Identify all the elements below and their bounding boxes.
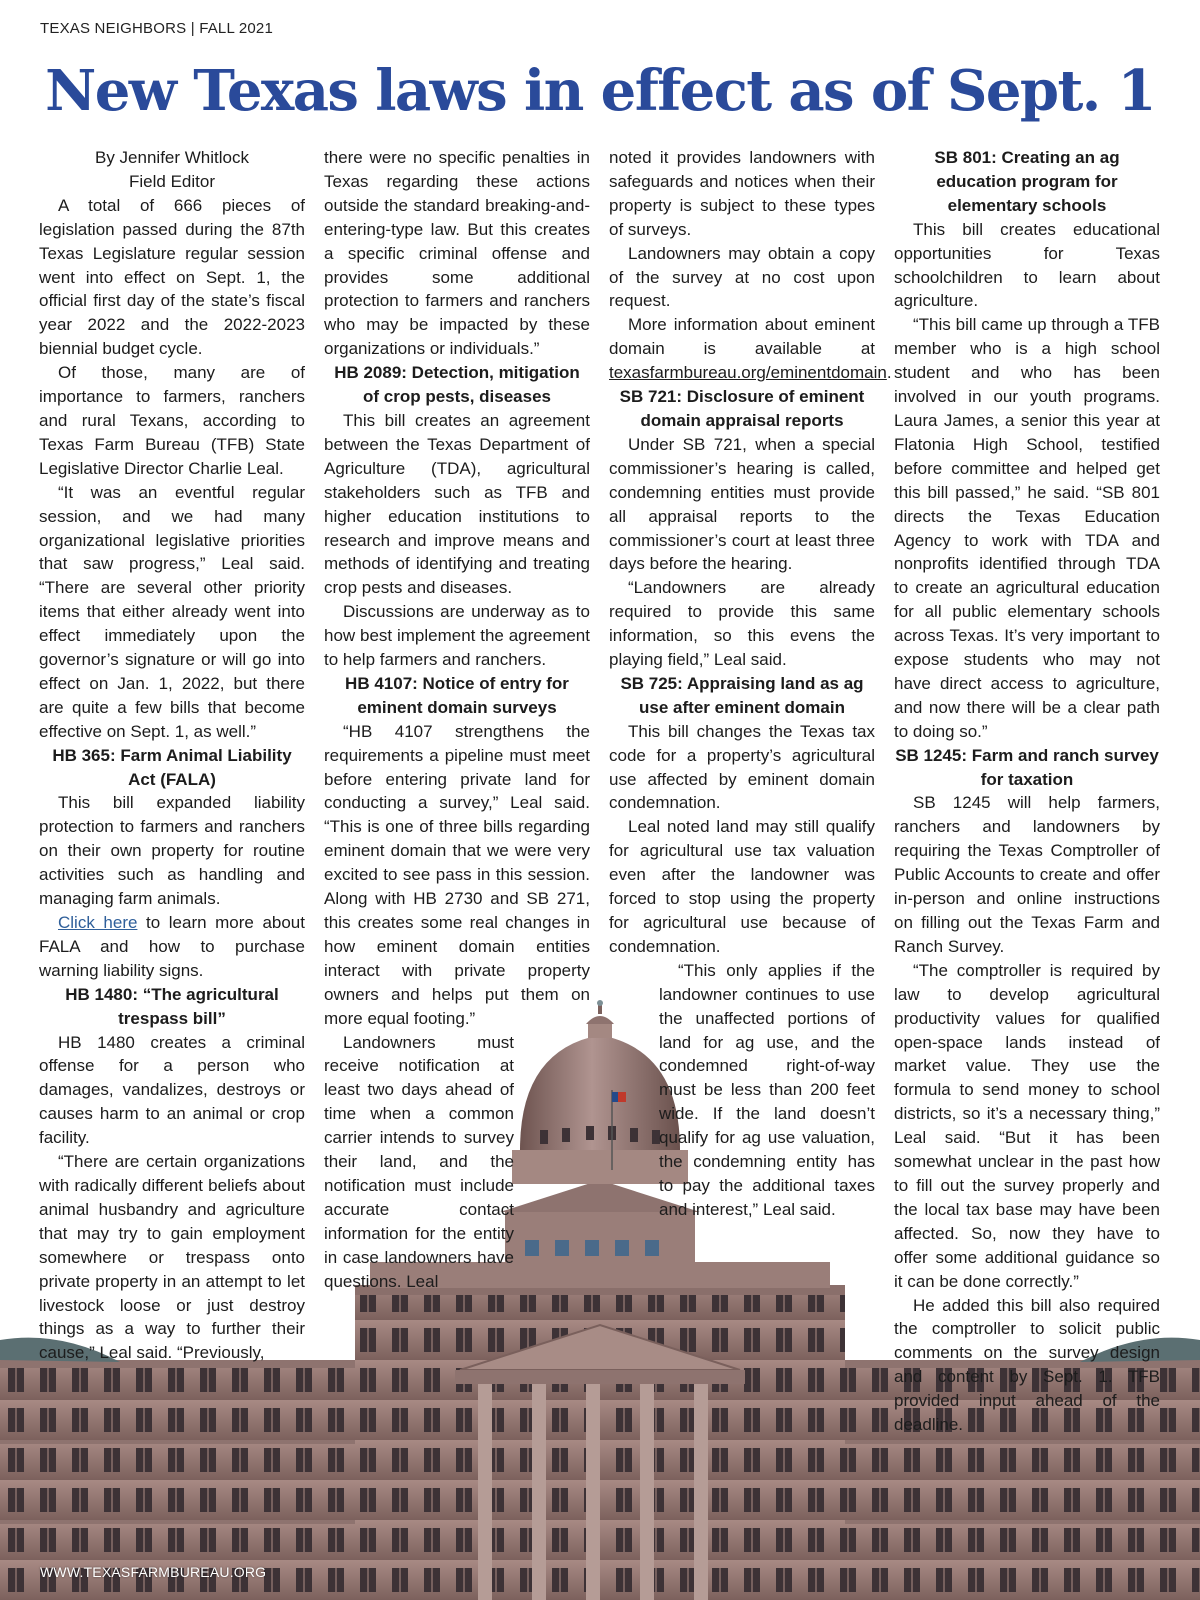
fala-link[interactable]: Click here <box>58 913 138 932</box>
article-column-3 <box>609 146 892 1222</box>
article-paragraph: This bill creates educational opportunities for Texas schoolchildren to learn about agriculture. <box>894 219 1160 311</box>
article-paragraph: This bill changes the Texas tax code for a property’s agricultural use affected by eminent domain condemnation. <box>609 721 875 813</box>
fala-link-text: to learn more about FALA and how to purchase warning liability signs. <box>39 913 305 980</box>
article-paragraph: “There are certain organizations with radically different beliefs about animal husbandry and agriculture that may try to gain employment somewhere or trespass onto private property in an attempt to let livestock loose or just destroy things as a way to further their cause,” Leal said. “Previously, <box>39 1152 305 1363</box>
article-paragraph: “HB 4107 strengthens the requirements a pipeline must meet before entering private land for conducting a survey,” Leal said. “This is one of three bills regarding eminent domain that we were very excited to see pass in this session. Along with HB 2730 and SB 271, this creates some real changes in how eminent domain entities interact with private property owners and helps put them on more equal footing.” <box>324 721 590 1028</box>
article-paragraph: This bill creates an agreement between the Texas Department of Agriculture (TDA), agricultural stakeholders such as TFB and higher education institutions to research and improve means and methods of identifying and treating crop pests and diseases. <box>324 410 590 598</box>
article-paragraph <box>39 911 305 983</box>
article-paragraph: More information about eminent domain is available at texasfarmbureau.org/eminentdomain. <box>609 315 892 383</box>
article-paragraph: Leal noted land may still qualify for agricultural use tax valuation even after the landowner was forced to stop using the property for agricultural use because of condemnation. <box>609 817 875 956</box>
article-paragraph: there were no specific penalties in Texas regarding these actions outside the standard breaking-and-entering-type law. But this creates a specific criminal offense and provides some additional protection to farmers and ranchers who may be impacted by these organizations or individuals.” <box>324 148 590 359</box>
article-paragraph: Landowners may obtain a copy of the survey at no cost upon request. <box>609 243 875 311</box>
section-heading-sb721: SB 721: Disclosure of eminent domain appraisal reports <box>619 387 865 430</box>
article-paragraph: A total of 666 pieces of legislation passed during the 87th Texas Legislature regular session went into effect on Sept. 1, the official first day of the state’s fiscal year 2022 and the 2022-2023 biennial budget cycle. <box>39 195 305 359</box>
article-paragraph: “Landowners are already required to provide this same information, so this evens the playing field,” Leal said. <box>609 578 875 670</box>
publication-header: TEXAS NEIGHBORS | FALL 2021 <box>40 20 274 37</box>
article-headline: New Texas laws in effect as of Sept. 1 <box>45 58 1155 124</box>
article-paragraph: This bill expanded liability protection to farmers and ranchers on their own property for routine activities such as handling and managing farm animals. <box>39 793 305 909</box>
website-footer: WWW.TEXASFARMBUREAU.ORG <box>40 1564 267 1580</box>
section-heading-hb4107: HB 4107: Notice of entry for eminent domain surveys <box>345 673 569 717</box>
article-paragraph: “It was an eventful regular session, and we had many organizational legislative priorities that saw progress,” Leal said. “There are several other priority items that either already went into effect immediately upon the governor’s signature or will go into effect on Jan. 1, 2022, but there are quite a few bills that become effective on Sept. 1, as well.” <box>39 482 305 741</box>
byline-author: By Jennifer Whitlock <box>95 148 249 167</box>
section-heading-sb801: SB 801: Creating an ag education program for elementary schools <box>934 148 1120 215</box>
article-paragraph: “This only applies if the landowner continues to use the unaffected portions of land for ag use, and the condemned right-of-way must be less than 200 feet wide. If the land doesn’t qualify for ag use valuation, the condemning entity has to pay the additional taxes and interest,” Leal said. <box>659 960 875 1219</box>
section-heading-hb2089: HB 2089: Detection, mitigation of crop pests, diseases <box>334 363 580 407</box>
article-paragraph: Landowners must receive notification at least two days ahead of time when a common carrier intends to survey their land, and the notification must include accurate contact information for the entity in case landowners have questions. Leal <box>324 1032 514 1291</box>
article-column-4 <box>894 146 1160 1437</box>
article-column-1 <box>39 146 305 1365</box>
section-heading-sb725: SB 725: Appraising land as ag use after eminent domain <box>620 673 864 717</box>
section-heading-hb1480: HB 1480: “The agricultural trespass bill” <box>65 984 279 1028</box>
article-paragraph: “This bill came up through a TFB member who is a high school student and who has been involved in our youth programs. Laura James, a senior this year at Flatonia High School, testified before committee and helped get this bill passed,” he said. “SB 801 directs the Texas Education Agency to work with TDA and nonprofits identified through TDA to create an agricultural education for all public elementary schools across Texas. It’s very important to expose students who may not have direct access to agriculture, and now there will be a clear path to doing so.” <box>894 315 1160 741</box>
eminent-domain-text: More information about eminent domain is available at <box>609 315 875 359</box>
section-heading-sb1245: SB 1245: Farm and ranch survey for taxation <box>895 745 1159 789</box>
article-paragraph: He added this bill also required the comptroller to solicit public comments on the survey design and content by Sept. 1. TFB provided input ahead of the deadline. <box>894 1295 1160 1435</box>
article-paragraph: HB 1480 creates a criminal offense for a person who damages, vandalizes, destroys or causes harm to an animal or crop facility. <box>39 1032 305 1148</box>
byline-role: Field Editor <box>129 171 215 191</box>
article-paragraph: “The comptroller is required by law to develop agricultural productivity values for qualified open-space lands instead of market value. They use the formula to send money to school districts, so it’s a necessary thing,” Leal said. “But it has been somewhat unclear in the past how to fill out the survey properly and the local tax base may have been affected. So, now they have to offer some additional guidance so it can be done correctly.” <box>894 960 1160 1291</box>
section-heading-hb365: HB 365: Farm Animal Liability Act (FALA) <box>52 745 292 789</box>
article-column-2 <box>324 146 590 1294</box>
article-paragraph: Discussions are underway as to how best implement the agreement to help farmers and ranchers. <box>324 602 590 670</box>
article-paragraph: Under SB 721, when a special commissioner’s hearing is called, condemning entities must provide all appraisal reports to the commissioner’s court at least three days before the hearing. <box>609 434 875 574</box>
article-paragraph: noted it provides landowners with safeguards and notices when their property is subject to these types of surveys. <box>609 148 875 239</box>
article-paragraph: Of those, many are of importance to farmers, ranchers and rural Texans, according to Texas Farm Bureau (TFB) State Legislative Director Charlie Leal. <box>39 363 305 478</box>
eminent-domain-link[interactable]: texasfarmbureau.org/eminentdomain <box>609 363 887 383</box>
article-paragraph: SB 1245 will help farmers, ranchers and landowners by requiring the Texas Comptroller of Public Accounts to create and offer in-person and online instructions on filling out the Texas Farm and Ranch Survey. <box>894 793 1160 956</box>
